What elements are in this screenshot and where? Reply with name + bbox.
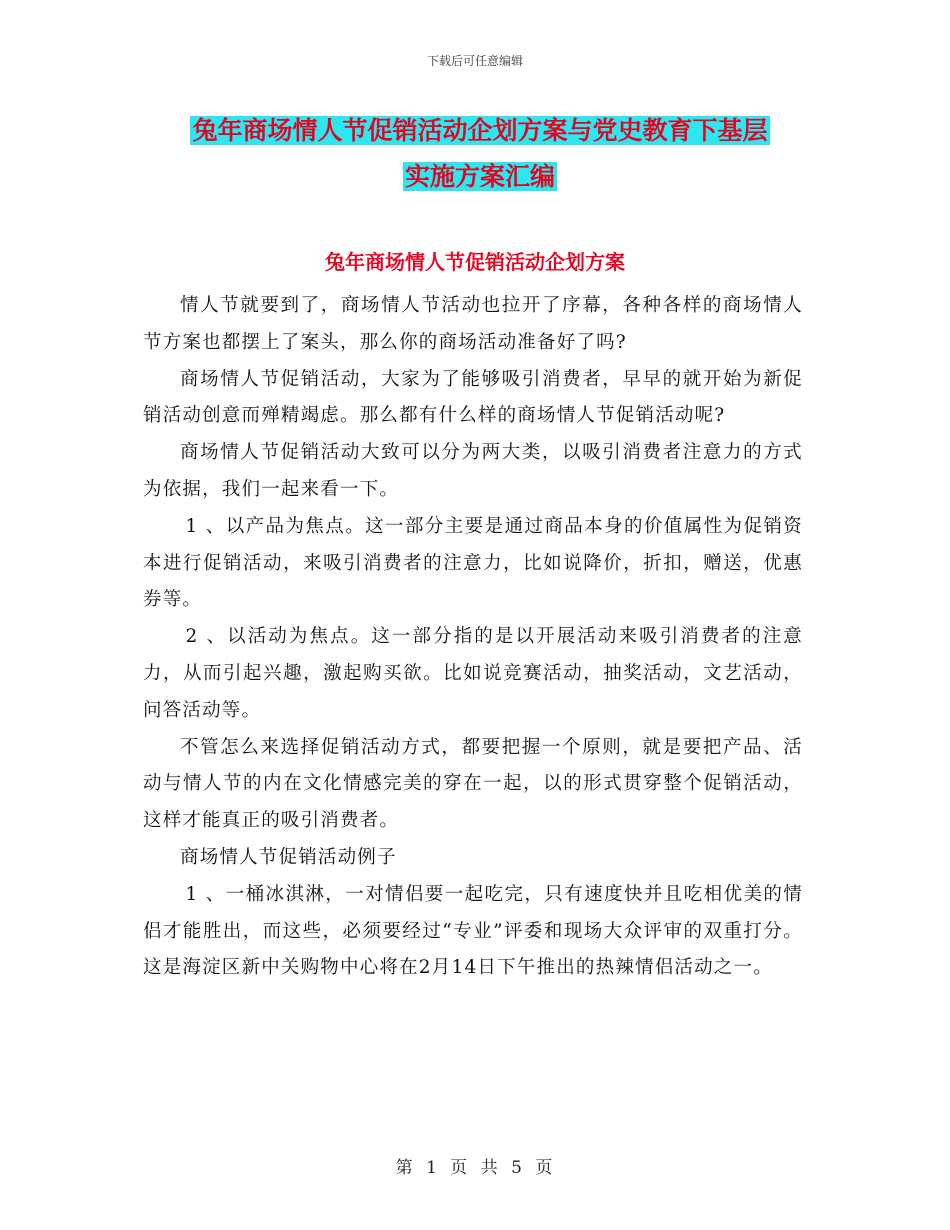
document-title-line2: 实施方案汇编 <box>404 162 555 191</box>
document-title <box>140 108 820 200</box>
paragraph-examples-heading: 商场情人节促销活动例子 <box>180 846 397 868</box>
section-title: 兔年商场情人节促销活动企划方案 <box>325 250 625 274</box>
paragraph-product-focus: 1 、以产品为焦点。这一部分主要是通过商品本身的价值属性为促销资本进行促销活动，来吸引消费者的注意力，比如说降价，折扣，赠送，优惠券等。 <box>143 515 803 611</box>
paragraph-activity-focus: 2 、以活动为焦点。这一部分指的是以开展活动来吸引消费者的注意力，从而引起兴趣，激起购买欲。比如说竞赛活动，抽奖活动，文艺活动，问答活动等。 <box>143 626 803 721</box>
paragraph-principle: 不管怎么来选择促销活动方式，都要把握一个原则，就是要把产品、活动与情人节的内在文化情感完美的穿在一起，以的形式贯穿整个促销活动，这样才能真正的吸引消费者。 <box>143 736 803 832</box>
paragraph-intro: 情人节就要到了，商场情人节活动也拉开了序幕，各种各样的商场情人节方案也都摆上了案头，那么你的商场活动准备好了吗? <box>143 295 803 353</box>
document-body <box>143 288 803 987</box>
page-header-note: 下载后可任意编辑 <box>426 54 523 68</box>
paragraph-categories: 商场情人节促销活动大致可以分为两大类，以吸引消费者注意力的方式为依据，我们一起来看一下。 <box>143 442 803 500</box>
paragraph-example-1: 1 、一桶冰淇淋，一对情侣要一起吃完，只有速度快并且吃相优美的情侣才能胜出，而这些，必须要经过“专业”评委和现场大众评审的双重打分。这是海淀区新中关购物中心将在2月14日下午推出的热辣情侣活动之一。 <box>143 883 803 979</box>
paragraph-preparation: 商场情人节促销活动，大家为了能够吸引消费者，早早的就开始为新促销活动创意而殚精竭虑。那么都有什么样的商场情人节促销活动呢? <box>143 368 803 427</box>
page-number-footer: 第 1 页 共 5 页 <box>395 1158 555 1178</box>
document-title-line1: 兔年商场情人节促销活动企划方案与党史教育下基层 <box>192 116 768 145</box>
